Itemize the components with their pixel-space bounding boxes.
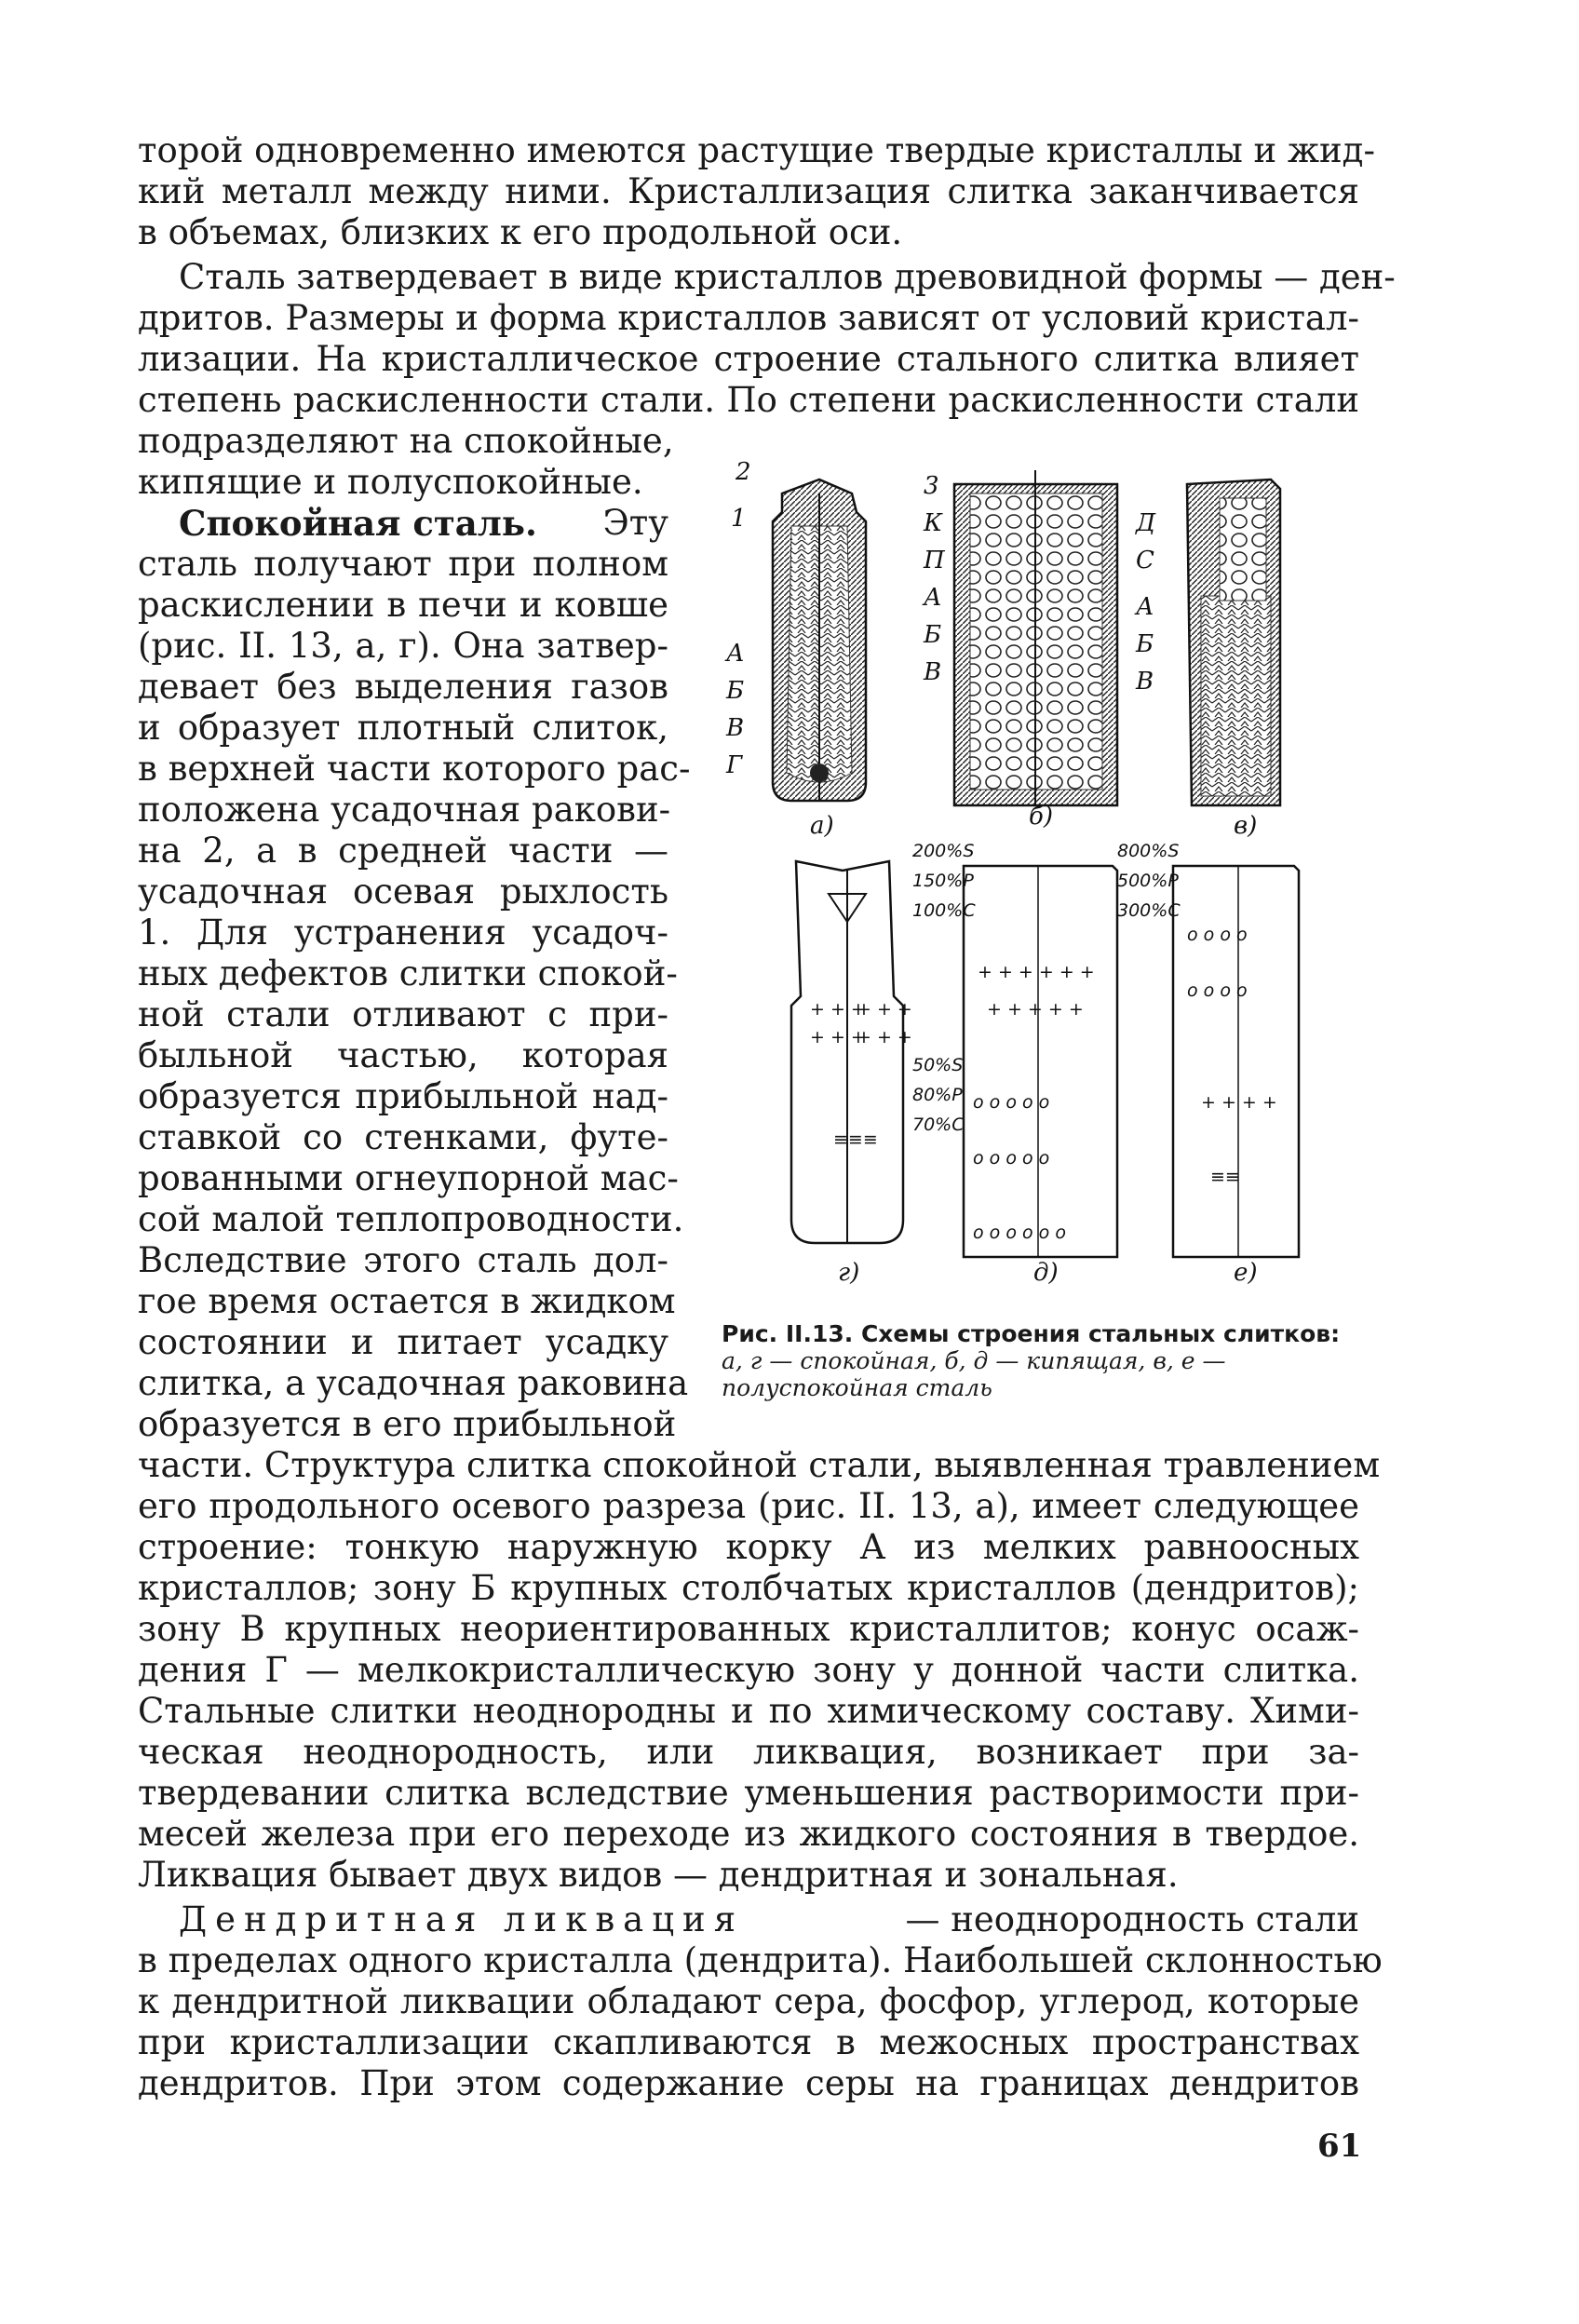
zone-label: С — [1136, 547, 1154, 574]
svg-text:o o o o: o o o o — [1187, 980, 1248, 1001]
text-line: ной стали отливают с при- — [138, 994, 668, 1034]
svg-text:+ + +: + + + — [857, 1027, 912, 1047]
text-line: ческая неоднородность, или ликвация, возникает при за- — [138, 1732, 1359, 1772]
zone-label: А — [924, 584, 942, 612]
text-line: образуется в его прибыльной — [138, 1404, 677, 1444]
text-line: месей железа при его переходе из жидкого состояния в твердое. — [138, 1814, 1359, 1854]
pct-label: 300%C — [1117, 900, 1181, 921]
text-line: при кристаллизации скапливаются в межосных пространствах — [138, 2022, 1359, 2062]
zone-label: Б — [726, 677, 745, 705]
caption-title: Рис. II.13. Схемы строения стальных слитков: — [722, 1320, 1341, 1347]
zone-label: К — [924, 509, 943, 537]
svg-text:o o o o o: o o o o o — [973, 1148, 1050, 1169]
panel-label: д) — [1033, 1259, 1059, 1287]
pct-label: 800%S — [1117, 841, 1180, 861]
text-line: торой одновременно имеются растущие твердые кристаллы и жид- — [138, 130, 1375, 170]
text-fragment: — неоднородность стали — [905, 1899, 1359, 1939]
panel-e-ingot — [1173, 866, 1299, 1257]
panel-c-ingot — [1187, 480, 1280, 805]
zone-label: В — [1136, 668, 1154, 696]
zone-label: В — [924, 658, 942, 686]
text-line: гое время остается в жидком — [138, 1281, 676, 1321]
text-line: дения Г — мелкокристаллическую зону у донной части слитка. — [138, 1650, 1359, 1690]
page-number: 61 — [1317, 2128, 1362, 2165]
text-line: лизации. На кристаллическое строение стального слитка влияет — [138, 339, 1359, 379]
pct-label: 500%P — [1117, 871, 1179, 891]
text-line: в верхней части которого рас- — [138, 749, 691, 789]
text-line — [179, 1899, 1359, 1940]
svg-text:o o o o o: o o o o o — [973, 1092, 1050, 1113]
text-line: Сталь затвердевает в виде кристаллов древовидной формы — ден- — [179, 257, 1396, 297]
text-line: Стальные слитки неоднородны и по химическому составу. Хими- — [138, 1691, 1359, 1731]
zone-label: В — [726, 714, 745, 742]
text-line: на 2, а в средней части — — [138, 831, 668, 871]
text-line — [179, 503, 668, 544]
zone-label: Б — [1136, 630, 1154, 658]
panel-label: б) — [1029, 803, 1054, 831]
text-line: усадочная осевая рыхлость — [138, 872, 668, 912]
panel-label: а) — [810, 812, 834, 840]
svg-text:+ + +: + + + — [810, 999, 866, 1020]
zone-label: Г — [726, 751, 743, 779]
svg-text:+ + +: + + + — [810, 1027, 866, 1047]
caption-body: а, г — спокойная, б, д — кипящая, в, е — полуспокойная сталь — [722, 1347, 1226, 1401]
svg-text:+ + + + + +: + + + + + + — [978, 962, 1095, 982]
pct-label: 50%S — [912, 1055, 964, 1075]
text-line: рованными огнеупорной мас- — [138, 1158, 679, 1198]
zone-label: А — [1136, 593, 1154, 621]
text-line: положена усадочная ракови- — [138, 790, 671, 830]
panel-label: в) — [1234, 812, 1258, 840]
svg-text:≡≡≡: ≡≡≡ — [833, 1129, 878, 1150]
svg-text:o o o o: o o o o — [1187, 925, 1248, 945]
pct-label: 150%P — [912, 871, 974, 891]
panel-a-ingot — [773, 480, 866, 801]
pct-label: 200%S — [912, 841, 975, 861]
text-line: ных дефектов слитки спокой- — [138, 953, 678, 993]
text-line: и образует плотный слиток, — [138, 708, 668, 748]
svg-text:+ + + + +: + + + + + — [987, 999, 1084, 1020]
pct-label: 100%C — [912, 900, 976, 921]
zone-label: Б — [924, 621, 942, 649]
text-line: (рис. II. 13, а, г). Она затвер- — [138, 626, 668, 666]
text-line: девает без выделения газов — [138, 667, 668, 707]
text-line: состоянии и питает усадку — [138, 1322, 668, 1362]
text-line: подразделяют на спокойные, — [138, 421, 674, 461]
text-line: строение: тонкую наружную корку А из мелких равноосных — [138, 1527, 1359, 1567]
panel-label: е) — [1234, 1259, 1258, 1287]
svg-text:o o o o o o: o o o o o o — [973, 1223, 1066, 1243]
zone-label: 1 — [731, 505, 747, 533]
text-line: кий металл между ними. Кристаллизация слитка заканчивается — [138, 171, 1359, 211]
text-line: дендритов. При этом содержание серы на границах дендритов — [138, 2063, 1359, 2103]
zone-label: Д — [1136, 509, 1156, 537]
text-line: 1. Для устранения усадоч- — [138, 912, 668, 953]
pct-label: 70%C — [912, 1115, 965, 1135]
text-line: образуется прибыльной над- — [138, 1076, 668, 1116]
svg-text:+ + + +: + + + + — [1201, 1092, 1277, 1113]
text-line: зону В крупных неориентированных кристаллитов; конус осаж- — [138, 1609, 1359, 1649]
zone-label: 3 — [924, 472, 939, 500]
svg-text:+ + +: + + + — [857, 999, 912, 1020]
text-line: дритов. Размеры и форма кристаллов зависят от условий кристал- — [138, 298, 1359, 338]
panel-label: г) — [838, 1259, 860, 1287]
text-line: раскислении в печи и ковше — [138, 585, 668, 625]
zone-label: П — [924, 547, 945, 574]
text-line: твердевании слитка вследствие уменьшения растворимости при- — [138, 1773, 1359, 1813]
ingot-figure — [717, 456, 1369, 1313]
figure-caption — [722, 1320, 1364, 1401]
text-line: степень раскисленности стали. По степени раскисленности стали — [138, 380, 1359, 420]
zone-label: 2 — [736, 458, 751, 486]
section-heading: Спокойная сталь. — [179, 503, 537, 544]
text-line: его продольного осевого разреза (рис. II. 13, а), имеет следующее — [138, 1486, 1359, 1526]
text-line: в пределах одного кристалла (дендрита). Наибольшей склонностью — [138, 1940, 1383, 1980]
pct-label: 80%P — [912, 1085, 963, 1105]
text-line: к дендритной ликвации обладают сера, фосфор, углерод, которые — [138, 1981, 1359, 2021]
text-line: Ликвация бывает двух видов — дендритная и зональная. — [138, 1855, 1179, 1895]
text-line: быльной частью, которая — [138, 1035, 668, 1075]
text-fragment: Эту — [602, 503, 668, 543]
text-line: ставкой со стенками, футе- — [138, 1117, 668, 1157]
text-line: сой малой теплопроводности. — [138, 1199, 684, 1239]
zone-label: А — [726, 640, 745, 668]
text-line: кипящие и полуспокойные. — [138, 462, 643, 502]
text-line: в объемах, близких к его продольной оси. — [138, 212, 903, 252]
text-line: слитка, а усадочная раковина — [138, 1363, 689, 1403]
text-line: сталь получают при полном — [138, 544, 668, 584]
panel-g-ingot — [791, 861, 912, 1243]
text-line: части. Структура слитка спокойной стали, выявленная травлением — [138, 1445, 1381, 1485]
text-line: кристаллов; зону Б крупных столбчатых кристаллов (дендритов); — [138, 1568, 1359, 1608]
panel-d-ingot — [964, 866, 1117, 1257]
panel-b-ingot — [954, 470, 1117, 805]
svg-text:≡≡: ≡≡ — [1210, 1167, 1240, 1187]
term-spaced: Дендритная ликвация — [179, 1899, 745, 1939]
text-line: Вследствие этого сталь дол- — [138, 1240, 668, 1280]
